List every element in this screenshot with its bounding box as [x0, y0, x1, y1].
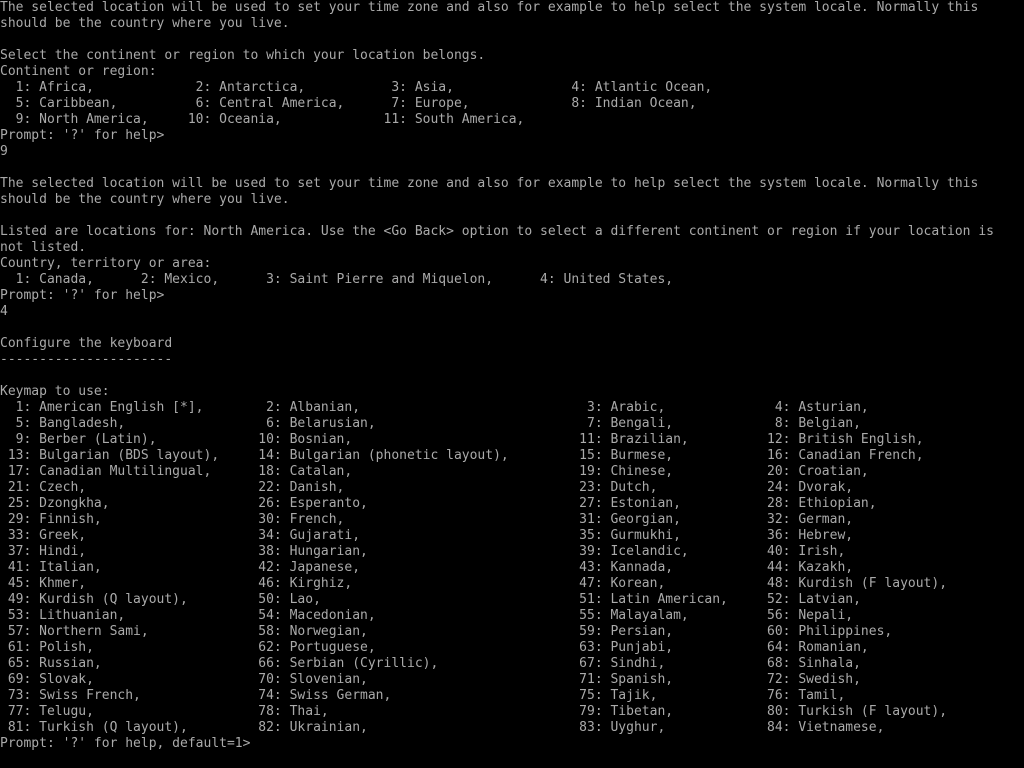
keymap-prompt[interactable]: Prompt: '?' for help, default=1>	[0, 736, 251, 751]
keymap-label: Keymap to use:	[0, 384, 110, 399]
keymap-options-row: 77: Telugu, 78: Thai, 79: Tibetan, 80: Turkish (F layout),	[0, 704, 948, 719]
section-underline: ----------------------	[0, 352, 173, 367]
terminal-line: The selected location will be used to set your time zone and also for example to help select the system locale. Normally this	[0, 0, 979, 15]
keymap-options-row: 29: Finnish, 30: French, 31: Georgian, 32: German,	[0, 512, 854, 527]
keymap-options-row: 81: Turkish (Q layout), 82: Ukrainian, 83: Uyghur, 84: Vietnamese,	[0, 720, 885, 735]
user-input-line: 4	[0, 304, 8, 319]
keymap-options-row: 1: American English [*], 2: Albanian, 3: Arabic, 4: Asturian,	[0, 400, 869, 415]
keymap-options-row: 21: Czech, 22: Danish, 23: Dutch, 24: Dvorak,	[0, 480, 854, 495]
keymap-options-row: 13: Bulgarian (BDS layout), 14: Bulgarian (phonetic layout), 15: Burmese, 16: Canadian French,	[0, 448, 924, 463]
continent-options-row: 5: Caribbean, 6: Central America, 7: Europe, 8: Indian Ocean,	[0, 96, 697, 111]
terminal-line: Listed are locations for: North America. Use the <Go Back> option to select a different continent or region if your location is	[0, 224, 994, 239]
continent-options-row: 9: North America, 10: Oceania, 11: South America,	[0, 112, 525, 127]
keymap-options-row: 49: Kurdish (Q layout), 50: Lao, 51: Latin American, 52: Latvian,	[0, 592, 861, 607]
prompt-line: Prompt: '?' for help>	[0, 288, 165, 303]
keymap-options-row: 41: Italian, 42: Japanese, 43: Kannada, 44: Kazakh,	[0, 560, 854, 575]
keymap-options-row: 17: Canadian Multilingual, 18: Catalan, 19: Chinese, 20: Croatian,	[0, 464, 869, 479]
terminal-line: not listed.	[0, 240, 87, 255]
terminal-line: The selected location will be used to set your time zone and also for example to help select the system locale. Normally this	[0, 176, 979, 191]
keymap-options-row: 53: Lithuanian, 54: Macedonian, 55: Malayalam, 56: Nepali,	[0, 608, 854, 623]
section-heading: Configure the keyboard	[0, 336, 173, 351]
continent-options-row: 1: Africa, 2: Antarctica, 3: Asia, 4: Atlantic Ocean,	[0, 80, 713, 95]
terminal-line: should be the country where you live.	[0, 16, 290, 31]
terminal-line: should be the country where you live.	[0, 192, 290, 207]
keymap-options-row: 9: Berber (Latin), 10: Bosnian, 11: Brazilian, 12: British English,	[0, 432, 924, 447]
keymap-options-row: 33: Greek, 34: Gujarati, 35: Gurmukhi, 36: Hebrew,	[0, 528, 854, 543]
terminal-line: Select the continent or region to which your location belongs.	[0, 48, 486, 63]
keymap-options-row: 45: Khmer, 46: Kirghiz, 47: Korean, 48: Kurdish (F layout),	[0, 576, 948, 591]
terminal-line: Country, territory or area:	[0, 256, 212, 271]
keymap-options-row: 37: Hindi, 38: Hungarian, 39: Icelandic, 40: Irish,	[0, 544, 846, 559]
country-options-row: 1: Canada, 2: Mexico, 3: Saint Pierre and Miquelon, 4: United States,	[0, 272, 674, 287]
keymap-options-row: 25: Dzongkha, 26: Esperanto, 27: Estonian, 28: Ethiopian,	[0, 496, 877, 511]
keymap-options-row: 57: Northern Sami, 58: Norwegian, 59: Persian, 60: Philippines,	[0, 624, 893, 639]
prompt-line: Prompt: '?' for help>	[0, 128, 165, 143]
terminal-line: Continent or region:	[0, 64, 157, 79]
keymap-options-row: 69: Slovak, 70: Slovenian, 71: Spanish, 72: Swedish,	[0, 672, 861, 687]
keymap-options-row: 65: Russian, 66: Serbian (Cyrillic), 67: Sindhi, 68: Sinhala,	[0, 656, 861, 671]
keymap-options-row: 73: Swiss French, 74: Swiss German, 75: Tajik, 76: Tamil,	[0, 688, 846, 703]
user-input-line: 9	[0, 144, 8, 159]
keymap-options-row: 61: Polish, 62: Portuguese, 63: Punjabi, 64: Romanian,	[0, 640, 869, 655]
keymap-options-row: 5: Bangladesh, 6: Belarusian, 7: Bengali, 8: Belgian,	[0, 416, 861, 431]
